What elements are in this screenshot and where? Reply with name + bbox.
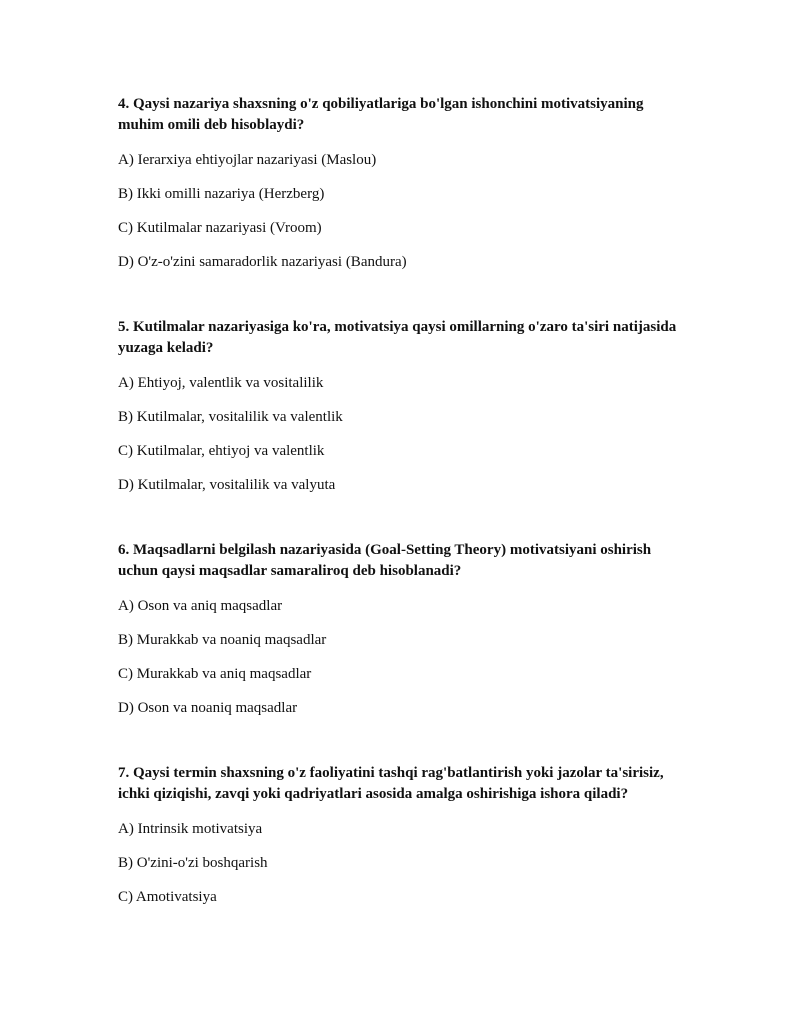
option-b: B) O'zini-o'zi boshqarish: [118, 855, 268, 871]
option-b: B) Ikki omilli nazariya (Herzberg): [118, 186, 325, 202]
option-a: A) Ierarxiya ehtiyojlar nazariyasi (Maslou): [118, 152, 377, 168]
option-a: A) Ehtiyoj, valentlik va vositalilik: [118, 375, 324, 391]
option-d: D) Oson va noaniq maqsadlar: [118, 700, 298, 716]
option-a: A) Intrinsik motivatsiya: [118, 821, 263, 837]
question-5: [118, 317, 688, 509]
question-text: 6. Maqsadlarni belgilash nazariyasida (Goal-Setting Theory) motivatsiyani oshirish uchun qaysi maqsadlar samaraliroq deb hisoblanadi?: [118, 542, 652, 579]
option-c: C) Kutilmalar, ehtiyoj va valentlik: [118, 443, 325, 459]
option-c: C) Murakkab va aniq maqsadlar: [118, 666, 312, 682]
option-a: A) Oson va aniq maqsadlar: [118, 598, 283, 614]
question-text: 5. Kutilmalar nazariyasiga ko'ra, motivatsiya qaysi omillarning o'zaro ta'siri natijasida yuzaga keladi?: [118, 319, 677, 356]
question-text: 7. Qaysi termin shaxsning o'z faoliyatini tashqi rag'batlantirish yoki jazolar ta'sirisiz, ichki qiziqishi, zavqi yoki qadriyatlari asosida amalga oshirishiga ishora qiladi?: [118, 765, 664, 802]
option-c: C) Kutilmalar nazariyasi (Vroom): [118, 220, 322, 236]
question-text: 4. Qaysi nazariya shaxsning o'z qobiliyatlariga bo'lgan ishonchini motivatsiyaning muhim omili deb hisoblaydi?: [118, 96, 644, 133]
option-b: B) Kutilmalar, vositalilik va valentlik: [118, 409, 343, 425]
question-7: [118, 763, 688, 921]
question-6: [118, 540, 688, 732]
option-c: C) Amotivatsiya: [118, 889, 217, 905]
option-d: D) Kutilmalar, vositalilik va valyuta: [118, 477, 336, 493]
option-b: B) Murakkab va noaniq maqsadlar: [118, 632, 327, 648]
option-d: D) O'z-o'zini samaradorlik nazariyasi (Bandura): [118, 254, 407, 270]
question-4: [118, 94, 688, 286]
